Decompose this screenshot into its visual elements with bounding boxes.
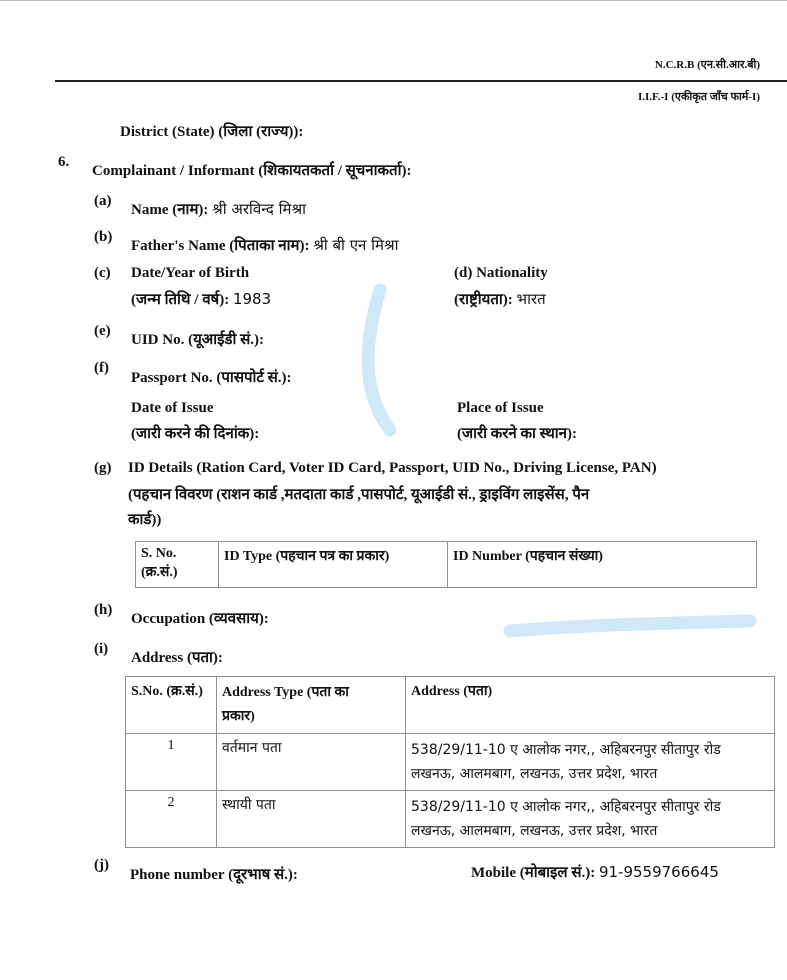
phone-label: Phone number (दूरभाष सं.): [130,867,298,883]
mobile-row [471,862,719,882]
dob-row [131,289,271,309]
id-type-header: ID Type (पहचान पत्र का प्रकार) [219,542,448,588]
table-row [126,734,775,791]
address-type-header-line1: Address Type (पता का [222,685,349,700]
name-row [131,199,306,219]
nationality-label-en: Nationality [476,265,548,281]
nationality-label-hi: (राष्ट्रीयता): [454,292,513,308]
section-title: Complainant / Informant (शिकायतकर्ता / सूचनाकर्ता): [92,163,412,179]
address-header: Address (पता) [406,677,775,734]
address-line-1: 538/29/11-10 ए आलोक नगर,, अहिबरनपुर सीतापुर रोड [411,799,721,815]
address-table [125,676,775,848]
item-letter-b: (b) [94,229,113,245]
highlight-stroke-vertical [340,270,430,460]
address-type: स्थायी पता [217,791,406,848]
top-border [0,0,787,1]
issue-date-label-en: Date of Issue [131,400,214,416]
sno-header-en: S. No. [141,546,177,561]
mobile-value: 91-9559766645 [598,863,719,881]
table-row [126,791,775,848]
header-rule [55,80,787,82]
id-number-header: ID Number (पहचान संख्या) [448,542,757,588]
dob-value: 1983 [232,290,272,308]
issue-place-label-en: Place of Issue [457,400,544,416]
father-name-label: Father's Name (पिताका नाम): [131,238,310,254]
father-name-row [131,235,398,255]
name-value: श्री अरविन्द मिश्रा [212,200,306,218]
address-type-header [217,677,406,734]
dob-label-en: Date/Year of Birth [131,265,250,281]
nationality-value: भारत [516,290,546,308]
item-letter-e: (e) [94,323,111,339]
nationality-row [454,289,546,309]
nationality-header [454,265,548,282]
address-label: Address (पता): [131,650,223,666]
id-details-table [135,541,757,588]
section-number: 6. [58,154,70,170]
item-letter-j: (j) [94,857,109,873]
sno-header-hi: (क्र.सं.) [141,565,178,580]
table-header-row [136,542,757,588]
name-label: Name (नाम): [131,202,209,218]
occupation-label: Occupation (व्यवसाय): [131,611,269,627]
item-letter-a: (a) [94,193,112,209]
table-header-row [126,677,775,734]
issue-place-label-hi: (जारी करने का स्थान): [457,426,577,442]
sno-header [136,542,219,588]
uid-label: UID No. (यूआईडी सं.): [131,332,265,348]
mobile-label: Mobile (मोबाइल सं.): [471,865,596,881]
address-value [406,734,775,791]
issue-date-label-hi: (जारी करने की दिनांक): [131,426,260,442]
address-line-2: लखनऊ, आलमबाग, लखनऊ, उत्तर प्रदेश, भारत [411,766,658,782]
iif-header: I.I.F.-I (एकीकृत जाँच फार्म-I) [638,91,760,103]
dob-label-hi: (जन्म तिथि / वर्ष): [131,292,230,308]
item-letter-f: (f) [94,360,109,376]
item-letter-d: (d) [454,265,473,281]
item-letter-i: (i) [94,641,109,657]
address-type: वर्तमान पता [217,734,406,791]
address-line-2: लखनऊ, आलमबाग, लखनऊ, उत्तर प्रदेश, भारत [411,823,658,839]
address-sno-header: S.No. (क्र.सं.) [126,677,217,734]
item-letter-g: (g) [94,460,112,476]
id-details-label-en: ID Details (Ration Card, Voter ID Card, Passport, UID No., Driving License, PAN) [128,460,657,476]
address-value [406,791,775,848]
address-type-header-line2: प्रकार) [222,709,255,724]
address-sno: 1 [126,734,217,791]
ncrb-header: N.C.R.B (एन.सी.आर.बी) [654,59,760,71]
passport-label: Passport No. (पासपोर्ट सं.): [131,370,292,386]
highlight-stroke-horizontal [500,605,760,655]
address-sno: 2 [126,791,217,848]
father-name-value: श्री बी एन मिश्रा [313,236,399,254]
id-details-label-hi-1: (पहचान विवरण (राशन कार्ड ,मतदाता कार्ड ,पासपोर्ट, यूआईडी सं., ड्राइविंग लाइसेंस, पैन [128,487,590,503]
address-line-1: 538/29/11-10 ए आलोक नगर,, अहिबरनपुर सीतापुर रोड [411,742,721,758]
item-letter-h: (h) [94,602,113,618]
id-details-label-hi-2: कार्ड)) [128,512,162,528]
district-label: District (State) (जिला (राज्य)): [120,124,304,140]
item-letter-c: (c) [94,265,111,281]
